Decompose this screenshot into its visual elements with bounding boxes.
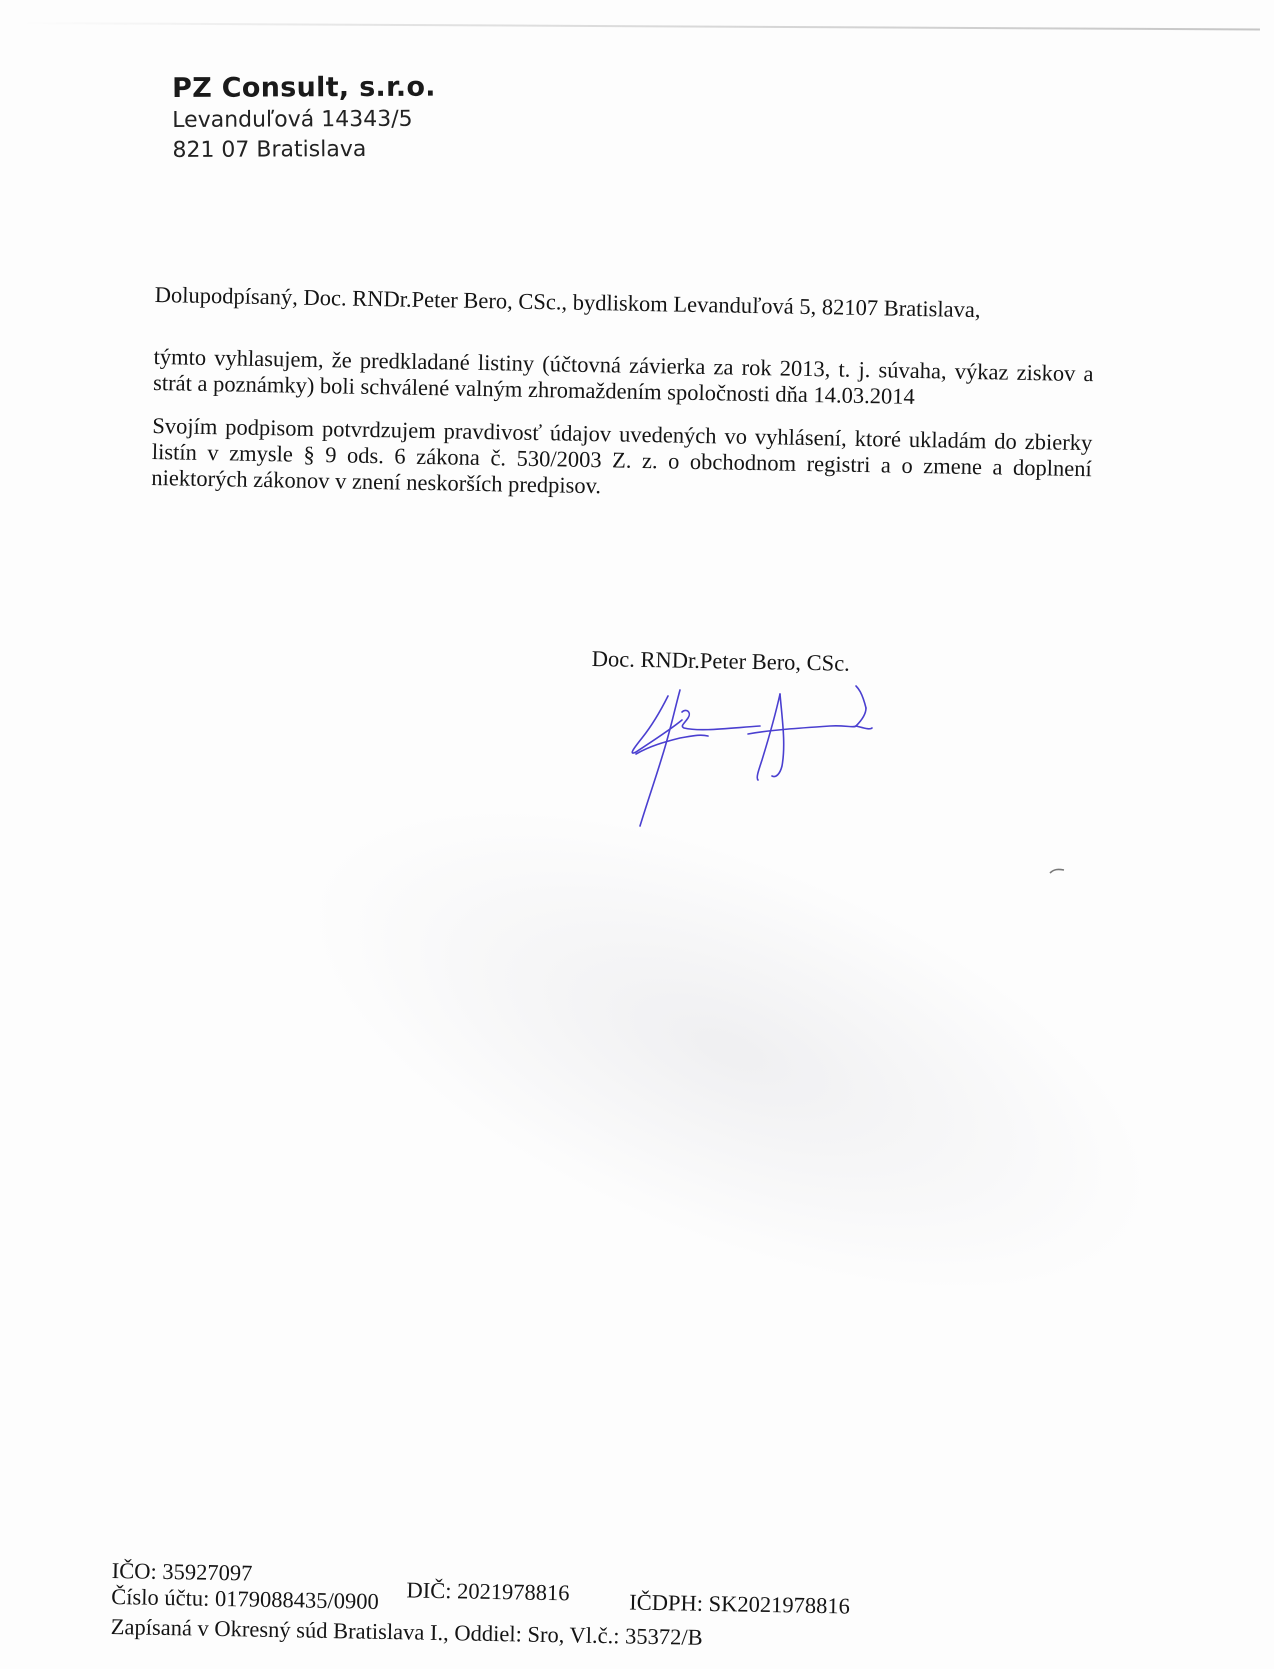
declaration-confirmation: Svojím podpisom potvrdzujem pravdivosť údajov uvedených vo vyhlásení, ktoré ukladám do zbierky listín v zmysle § 9 ods. 6 zákona č. 530/2003 Z. z. o obchodnom registri a o zmene a doplnení niektorých zákonov v znení neskorších predpisov. <box>151 412 1093 499</box>
footer-icdph: IČDPH: SK2021978816 <box>629 1589 851 1619</box>
signer-name: Doc. RNDr.Peter Bero, CSc. <box>591 646 851 676</box>
company-name: PZ Consult, s.r.o. <box>172 71 436 104</box>
scan-top-edge <box>20 22 1260 30</box>
letterhead <box>172 71 436 166</box>
handwritten-signature <box>630 682 930 832</box>
footer-register: Zapísaná v Okresný súd Bratislava I., Oddiel: Sro, Vl.č.: 35372/B <box>110 1613 703 1650</box>
declaration-statement: týmto vyhlasujem, že predkladané listiny (účtovná závierka za rok 2013, t. j. súvaha, výkaz ziskov a strát a poznámky) boli schválené valným zhromaždením spoločnosti dňa 14.03.2014 <box>152 343 1094 409</box>
footer-account-number: Číslo účtu: 0179088435/0900 <box>111 1583 379 1614</box>
declaration-intro: Dolupodpísaný, Doc. RNDr.Peter Bero, CSc., bydliskom Levanduľová 5, 82107 Bratislava, <box>154 282 981 323</box>
company-street: Levanduľová 14343/5 <box>172 106 413 133</box>
company-footer <box>110 1558 1112 1669</box>
footer-ico: IČO: 35927097 <box>111 1558 253 1586</box>
footer-dic: DIČ: 2021978816 <box>406 1577 570 1606</box>
scan-mark <box>1048 866 1066 876</box>
declaration-body <box>151 282 1095 508</box>
company-city: 821 07 Bratislava <box>172 136 367 163</box>
